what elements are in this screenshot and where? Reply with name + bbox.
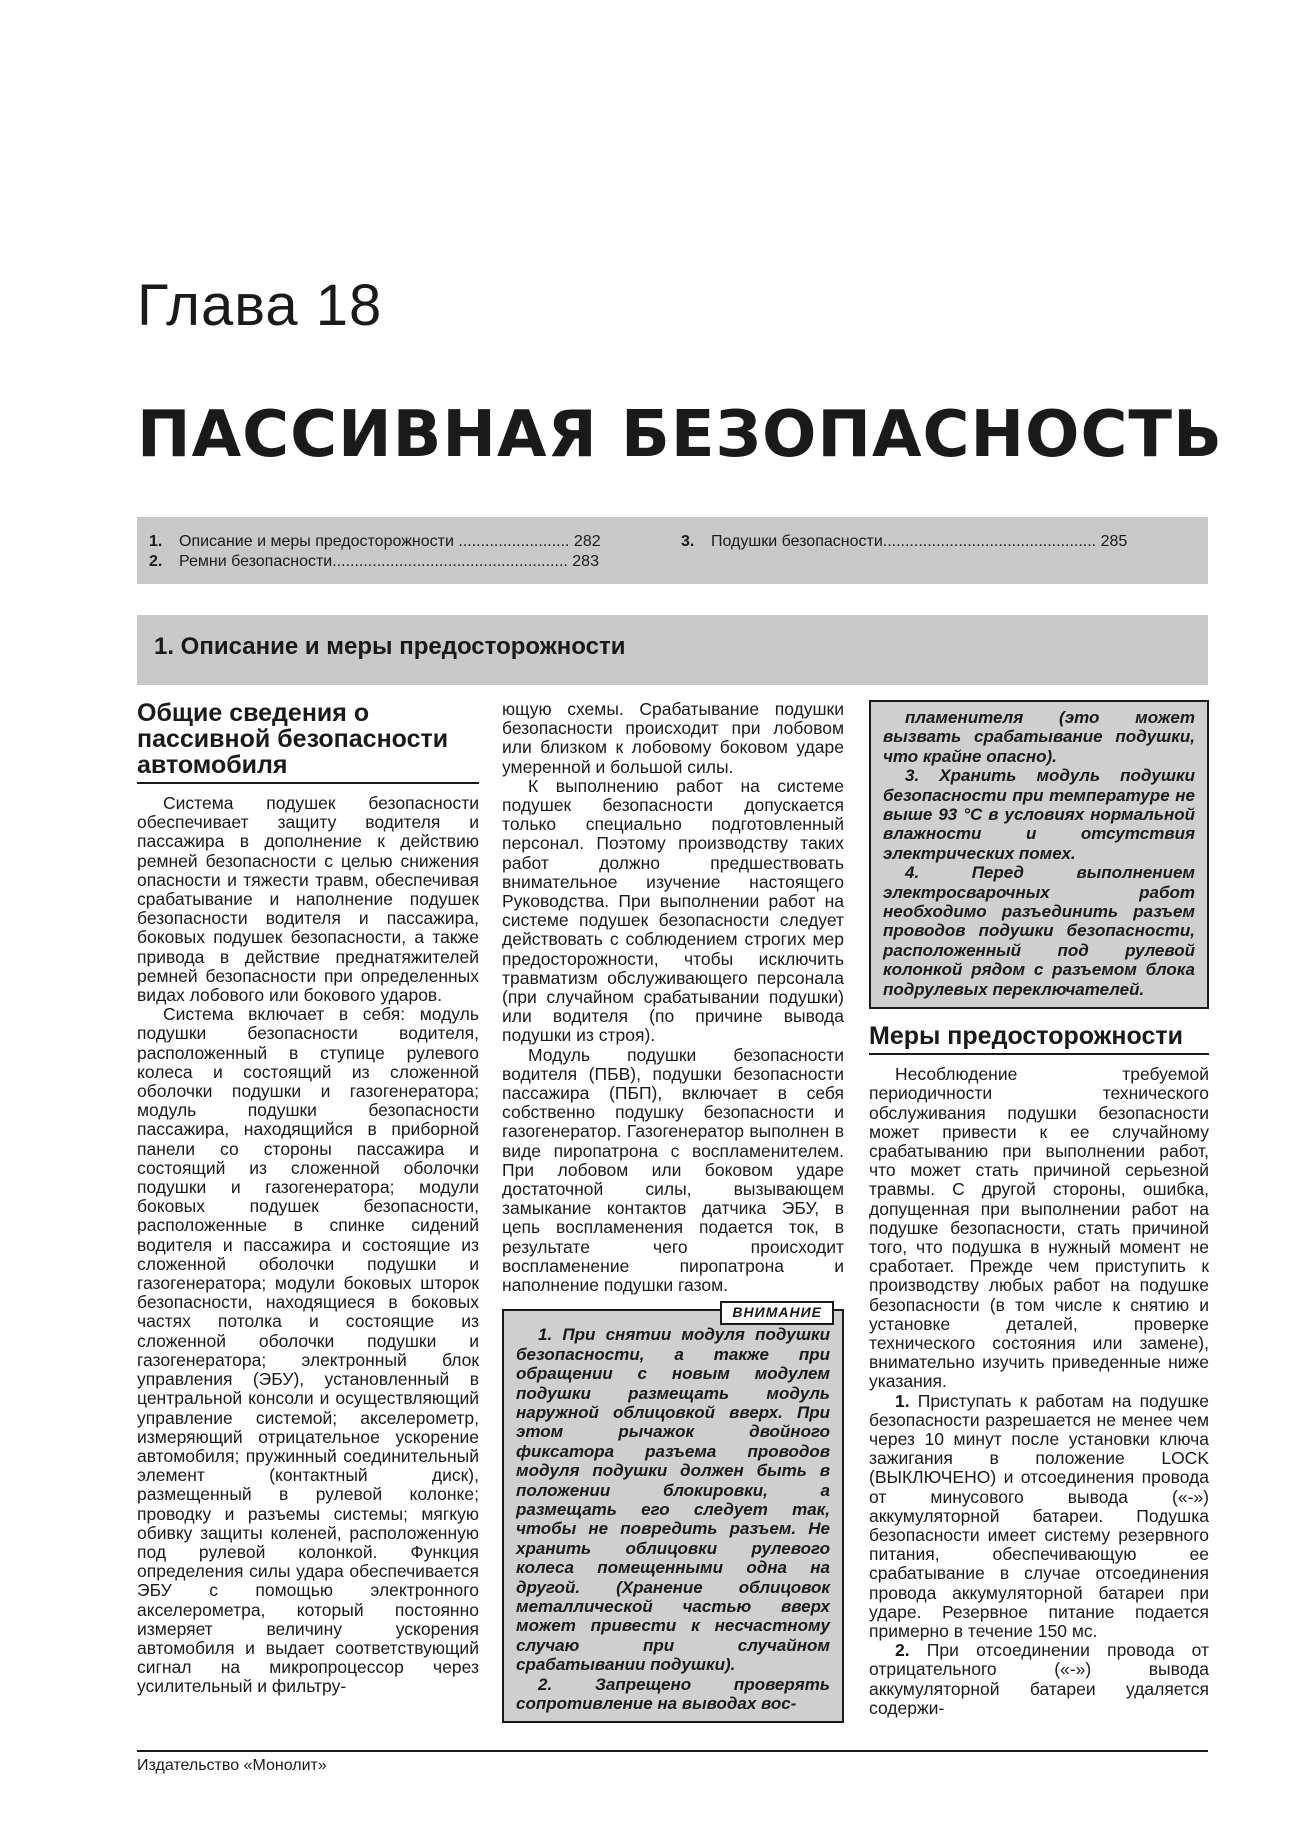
warning-text: 4. Перед выполнением электросварочных работ необходимо разъединить разъем проводов подушки безопасности, расположенный под рулевой колонкой рядом с разъемом блока подрулевых переключателей. xyxy=(883,863,1195,999)
list-text: Приступать к работам на подушке безопасности разрешается не менее чем через 10 минут после установки ключа зажигания в положение LOCK (ВЫКЛЮЧЕНО) и отсоединения провода от минусового вывода («-») аккумуляторной батареи. Подушка безопасности имеет систему резервного питания, обеспечивающую ее срабатывание в случае отсоединения провода аккумуляторной батареи при ударе. Резервное питание подается примерно в течение 150 мс. xyxy=(869,1390,1209,1641)
toc-item[interactable] xyxy=(149,533,601,551)
subsection-heading: Меры предосторожности xyxy=(869,1023,1209,1055)
toc-num: 1. xyxy=(149,533,163,550)
warning-text: 2. Запрещено проверять сопротивление на выводах вос- xyxy=(516,1674,830,1714)
toc-num: 3. xyxy=(681,533,695,550)
warning-box-continued xyxy=(869,700,1209,1009)
page-title: ПАССИВНАЯ БЕЗОПАСНОСТЬ xyxy=(137,398,1223,472)
chapter-number: Глава 18 xyxy=(137,273,383,338)
toc-item[interactable] xyxy=(149,553,599,571)
warning-text: 1. При снятии модуля подушки безопасности, а также при обращении с новым модулем подушки размещать модуль наружной облицовкой вверх. При этом рычажок двойного фиксатора разъема проводов модуля подушки должен быть в положении блокировки, а размещать его следует так, чтобы не повредить разъем. Не хранить облицовки рулевого колеса помещенными одна на другой. (Хранение облицовок металлической частью вверх может привести к несчастному случаю при случайном срабатывании подушки). xyxy=(516,1325,830,1675)
warning-text: пламенителя (это может вызвать срабатывание подушки, что крайне опасно). xyxy=(883,708,1195,766)
toc-text: Описание и меры предосторожности ......................... 282 xyxy=(179,533,601,550)
list-number: 2. xyxy=(895,1640,910,1661)
column-1 xyxy=(137,700,479,1697)
paragraph: ющую схемы. Срабатывание подушки безопасности происходит при лобовом или близком к лобовому боковом ударе умеренной и большой силы. xyxy=(502,699,844,777)
column-3 xyxy=(869,700,1209,1718)
list-text: При отсоединении провода от отрицательного («-») вывода аккумуляторной батареи удаляется содержи- xyxy=(869,1640,1209,1718)
paragraph: Система включает в себя: модуль подушки безопасности водителя, расположенный в ступице рулевого колеса и состоящий из сложенной оболочки подушки и газогенератора; модуль подушки безопасности пассажира, находящийся в приборной панели со стороны пассажира и состоящий из сложенной оболочки подушки и газогенератора; модули боковых подушек безопасности, расположенные в спинке сидений водителя и пассажира и состоящие из сложенной оболочки подушки и газогенератора; модули боковых шторок безопасности, находящиеся в боковых частях потолка и состоящие из сложенной оболочки подушки и газогенератора; электронный блок управления (ЭБУ), установленный в центральной консоли и осуществляющий управление системой; акселерометр, измеряющий отрицательное ускорение автомобиля; пружинный соединительный элемент (контактный диск), размещенный в рулевой колонке; проводку и разъемы системы; мягкую обивку защиты коленей, расположенную под рулевой колонкой. Функция определения силы удара обеспечивается ЭБУ с помощью электронного акселерометра, который постоянно измеряет величину ускорения автомобиля и выдает соответствующий сигнал на микропроцессор через усилительный и фильтру- xyxy=(137,1004,479,1697)
toc-num: 2. xyxy=(149,553,163,570)
column-2 xyxy=(502,700,844,1723)
paragraph xyxy=(869,1392,1209,1642)
warning-box xyxy=(502,1304,844,1723)
warning-text: 3. Хранить модуль подушки безопасности при температуре не выше 93 °С в условиях нормальной влажности и отсутствия электрических помех. xyxy=(883,766,1195,863)
toc-item[interactable] xyxy=(681,533,1127,551)
table-of-contents xyxy=(137,517,1208,584)
warning-label: ВНИМАНИЕ xyxy=(720,1301,834,1324)
section-header xyxy=(137,615,1208,685)
list-number: 1. xyxy=(895,1390,910,1411)
footer-divider xyxy=(137,1750,1208,1752)
paragraph xyxy=(869,1641,1209,1718)
paragraph: Модуль подушки безопасности водителя (ПБВ), подушки безопасности пассажира (ПБП), включает в себя собственно подушку безопасности и газогенератор. Газогенератор выполнен в виде пиропатрона с воспламенителем. При лобовом или боковом ударе достаточной силы, вызывающем замыкание контактов датчика ЭБУ, в цепь воспламенения подается ток, в результате чего происходит воспламенение пиропатрона и наполнение подушки газом. xyxy=(502,1044,844,1296)
paragraph: К выполнению работ на системе подушек безопасности допускается только специально подготовленный персонал. Поэтому производству таких работ должно предшествовать внимательное изучение настоящего Руководства. При выполнении работ на системе подушек безопасности следует действовать с соблюдением строгих мер предосторожности, чтобы исключить травматизм обслуживающего персонала (при случайном срабатывании подушки) или водителя (по причине вывода подушки из строя). xyxy=(502,775,844,1046)
subsection-heading: Общие сведения о пассивной безопасности автомобиля xyxy=(137,700,479,784)
toc-text: Ремни безопасности..................................................... 283 xyxy=(179,553,599,570)
paragraph: Несоблюдение требуемой периодичности технического обслуживания подушки безопасности может привести к ее случайному срабатыванию при выполнении работ, что может стать причиной серьезной травмы. С другой стороны, ошибка, допущенная при выполнении работ на подушке безопасности, стать причиной того, что подушка в нужный момент не сработает. Прежде чем приступить к производству любых работ на подушке безопасности (в том числе к снятию и установке деталей, проверке технического состояния или замене), внимательно изучить приведенные ниже указания. xyxy=(869,1064,1209,1392)
paragraph: Система подушек безопасности обеспечивает защиту водителя и пассажира в дополнение к действию ремней безопасности с целью снижения опасности и тяжести травм, обеспечивая срабатывание и наполнение подушек безопасности водителя и пассажира, боковых подушек безопасности, а также привода в действие преднатяжителей ремней безопасности при определенных видах лобового или бокового ударов. xyxy=(137,793,479,1006)
publisher-footer: Издательство «Монолит» xyxy=(137,1757,327,1774)
section-title: 1. Описание и меры предосторожности xyxy=(154,633,626,660)
toc-text: Подушки безопасности................................................ 285 xyxy=(711,533,1128,550)
